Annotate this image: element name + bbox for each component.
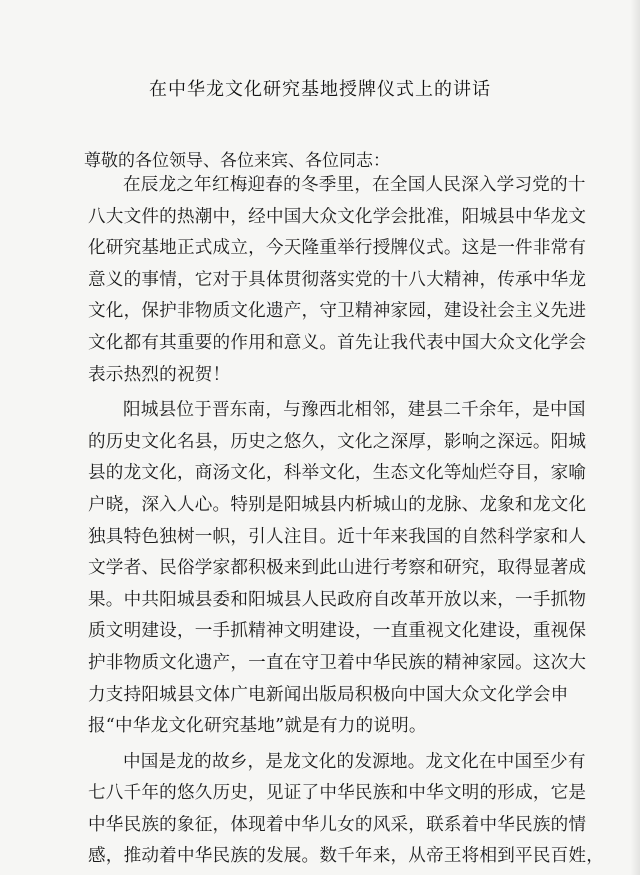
paragraph-line: 文化，保护非物质文化遗产，守卫精神家园，建设社会主义先进 <box>88 301 587 322</box>
salutation: 尊敬的各位领导、各位来宾、各位同志： <box>84 151 390 171</box>
paragraph-line: 质文明建设，一手抓精神文明建设，一直重视文化建设，重视保 <box>88 621 587 642</box>
paragraph-line: 果。中共阳城县委和阳城县人民政府自改革开放以来，一手抓物 <box>88 589 587 610</box>
paragraph-line: 护非物质文化遗产，一直在守卫着中华民族的精神家园。这次大 <box>88 652 587 673</box>
paragraph-line: 阳城县位于晋东南，与豫西北相邻，建县二千余年，是中国 <box>123 400 586 421</box>
paragraph-line: 在辰龙之年红梅迎春的冬季里，在全国人民深入学习党的十 <box>123 175 586 195</box>
paragraph-line: 感，推动着中华民族的发展。数千年来，从帝王将相到平民百姓， <box>88 846 605 867</box>
paragraph-line: 七八千年的悠久历史，见证了中华民族和中华文明的形成，它是 <box>88 783 587 804</box>
paragraph-3 <box>88 747 605 873</box>
paragraph-line: 意义的事情，它对于具体贯彻落实党的十八大精神，传承中华龙 <box>88 269 587 290</box>
paragraph-2 <box>88 395 587 743</box>
paragraph-line: 中国是龙的故乡，是龙文化的发源地。龙文化在中国至少有 <box>123 751 586 772</box>
body-paragraphs <box>88 170 605 873</box>
paragraph-line: 八大文件的热潮中，经中国大众文化学会批准，阳城县中华龙文 <box>88 206 587 227</box>
paragraph-line: 县的龙文化，商汤文化，科举文化，生态文化等灿烂夺目，家喻 <box>88 463 587 484</box>
page-edge-shadow <box>630 0 640 875</box>
paragraph-line: 化研究基地正式成立，今天隆重举行授牌仪式。这是一件非常有 <box>88 238 587 259</box>
paragraph-line: 独具特色独树一帜，引人注目。近十年来我国的自然科学家和人 <box>88 526 587 547</box>
paragraph-line: 报“中华龙文化研究基地”就是有力的说明。 <box>88 716 427 737</box>
paragraph-line: 户晓，深入人心。特别是阳城县内析城山的龙脉、龙象和龙文化 <box>88 494 587 515</box>
document-title: 在中华龙文化研究基地授牌仪式上的讲话 <box>149 79 491 100</box>
paragraph-line: 表示热烈的祝贺！ <box>88 364 231 385</box>
paragraph-line: 文学者、民俗学家都积极来到此山进行考察和研究，取得显著成 <box>88 558 587 579</box>
paragraph-1 <box>88 170 587 391</box>
paragraph-line: 力支持阳城县文体广电新闻出版局积极向中国大众文化学会申 <box>88 684 569 705</box>
paragraph-line: 文化都有其重要的作用和意义。首先让我代表中国大众文化学会 <box>88 332 587 353</box>
paragraph-line: 中华民族的象征，体现着中华儿女的风采，联系着中华民族的情 <box>88 814 587 835</box>
paragraph-line: 的历史文化名县，历史之悠久，文化之深厚，影响之深远。阳城 <box>88 431 587 452</box>
